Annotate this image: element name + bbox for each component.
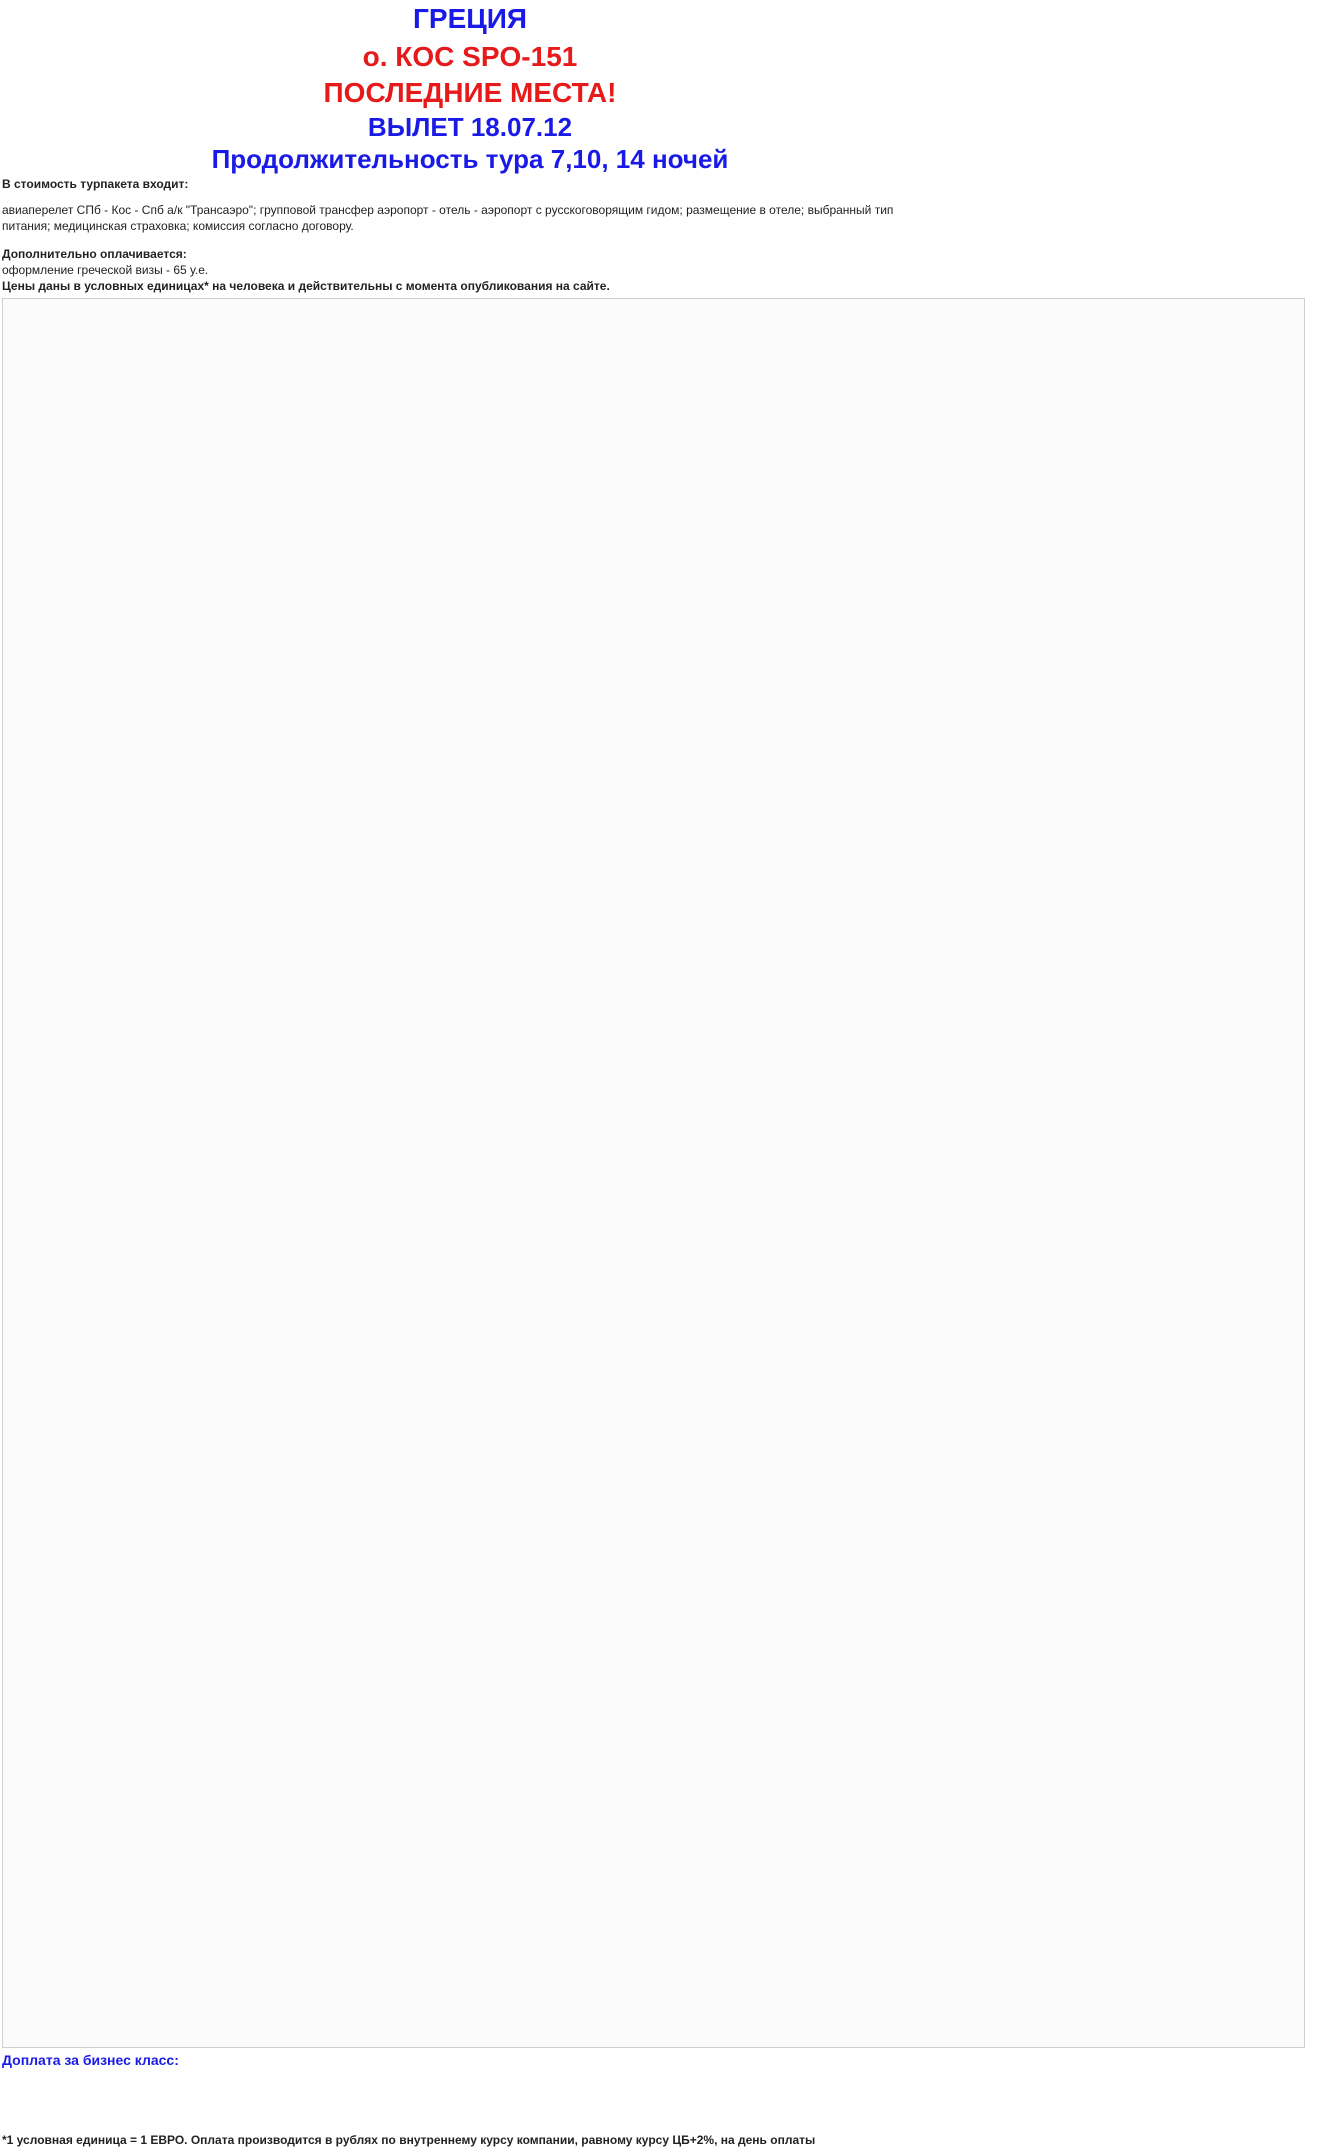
includes-text: авиаперелет СПб - Кос - Спб а/к "Трансаэро"; групповой трансфер аэропорт - отель - аэропорт с русскоговорящим гидом; размещение в отеле; выбранный тип питания; медицинская страховка; комиссия согласно договору. — [2, 203, 894, 233]
prices-note: Цены даны в условных единицах* на человека и действительны с момента опубликования на сайте. — [2, 279, 610, 293]
page-title-country: ГРЕЦИЯ — [413, 3, 527, 34]
includes-title: В стоимость турпакета входит: — [2, 177, 189, 191]
extra-title: Дополнительно оплачивается: — [2, 247, 187, 261]
business-class-title: Доплата за бизнес класс: — [2, 2052, 179, 2068]
price-tables-area — [2, 298, 1305, 2048]
extra-text: оформление греческой визы - 65 у.е. — [2, 263, 209, 277]
page-title-island: о. КОС SPO-151 — [362, 41, 578, 72]
page-title-duration: Продолжительность тура 7,10, 14 ночей — [211, 144, 729, 174]
page-title-departure: ВЫЛЕТ 18.07.12 — [367, 112, 573, 142]
page-title-last-places: ПОСЛЕДНИЕ МЕСТА! — [323, 77, 617, 108]
currency-note: *1 условная единица = 1 ЕВРО. Оплата производится в рублях по внутреннему курсу компании, равному курсу ЦБ+2%, на день оплаты — [2, 2133, 816, 2147]
